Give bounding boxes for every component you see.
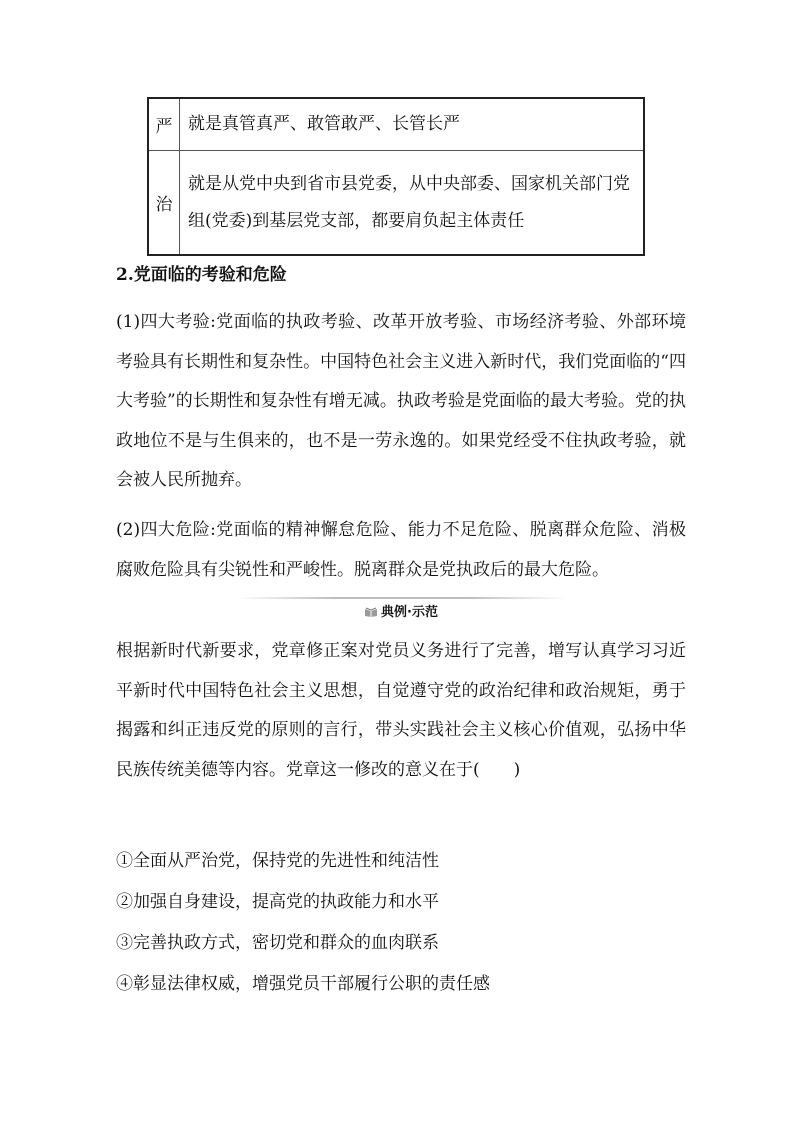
table-value-cell: 就是真管真严、敢管敢严、长管长严 bbox=[180, 98, 645, 151]
example-label-wrap bbox=[116, 601, 686, 620]
options-list bbox=[116, 841, 686, 1005]
table-value-cell: 就是从党中央到省市县党委，从中央部委、国家机关部门党组(党委)到基层党支部，都要肩负起主体责任 bbox=[180, 151, 645, 256]
table-key-cell: 严 bbox=[148, 98, 180, 151]
option-item: ①全面从严治党，保持党的先进性和纯洁性 bbox=[116, 851, 439, 871]
book-icon bbox=[364, 607, 378, 617]
option-item: ②加强自身建设，提高党的执政能力和水平 bbox=[116, 892, 439, 912]
table-row bbox=[148, 151, 644, 256]
example-divider bbox=[116, 597, 686, 623]
option-item: ③完善执政方式，密切党和群众的血肉联系 bbox=[116, 933, 439, 953]
section-heading: 2.党面临的考验和危险 bbox=[116, 265, 287, 285]
question-stem: 根据新时代新要求，党章修正案对党员义务进行了完善，增写认真学习习近平新时代中国特色社会主义思想，自觉遵守党的政治纪律和政治规矩，勇于揭露和纠正违反党的原则的言行，带头实践社会主义核心价值观，弘扬中华民族传统美德等内容。党章这一修改的意义在于( ) bbox=[116, 641, 686, 780]
paragraph-four-dangers: (2)四大危险:党面临的精神懈怠危险、能力不足危险、脱离群众危险、消极腐败危险具有尖锐性和严峻性。脱离群众是党执政后的最大危险。 bbox=[116, 520, 686, 580]
example-label: 典例·示范 bbox=[381, 605, 438, 620]
table-key-cell: 治 bbox=[148, 151, 180, 256]
paragraph-four-tests: (1)四大考验:党面临的执政考验、改革开放考验、市场经济考验、外部环境考验具有长期性和复杂性。中国特色社会主义进入新时代，我们党面临的“四大考验”的长期性和复杂性有增无减。执政考验是党面临的最大考验。党的执政地位不是与生俱来的，也不是一劳永逸的。如果党经受不住执政考验，就会被人民所抛弃。 bbox=[116, 312, 686, 490]
divider-line bbox=[236, 597, 566, 599]
definition-table bbox=[147, 97, 645, 256]
option-item: ④彰显法律权威，增强党员干部履行公职的责任感 bbox=[116, 974, 490, 994]
table-row bbox=[148, 98, 644, 151]
